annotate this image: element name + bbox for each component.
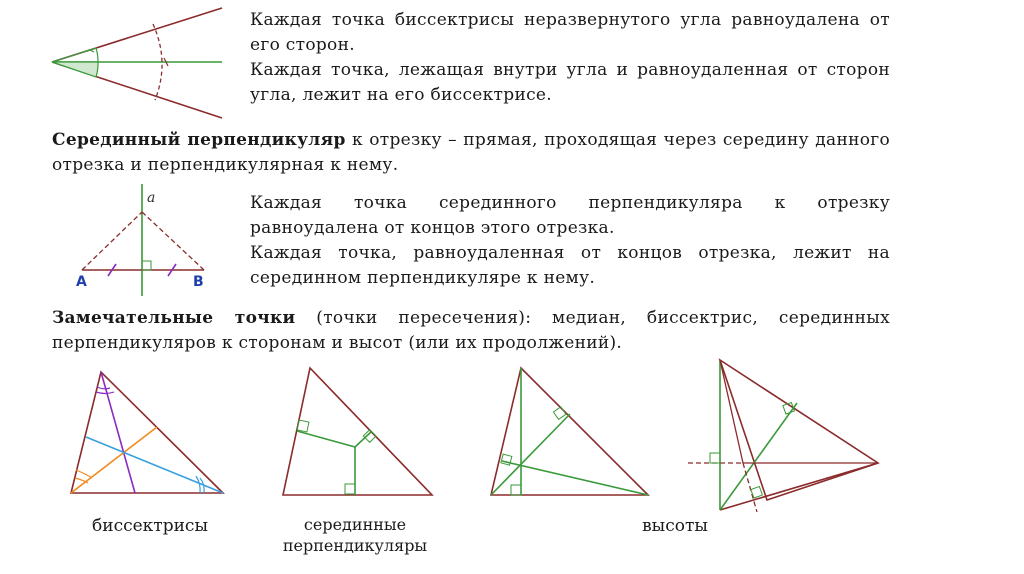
- perpendicular-bisector-figure: [82, 184, 204, 296]
- caption-perpendiculars-line2: перпендикуляры: [282, 536, 428, 555]
- caption-perpendiculars-line1: серединные: [303, 515, 407, 534]
- remarkable-points-text: [52, 306, 890, 356]
- caption-altitudes: высоты: [642, 516, 708, 536]
- term-remarkable-points: Замечательные точки: [52, 308, 296, 328]
- triangle-altitudes-acute-figure: [491, 368, 648, 495]
- caption-perpendiculars: [260, 514, 450, 556]
- definition-perpendicular-bisector: к отрезку – прямая, проходящая через середину данного отрезка и перпендикулярная к нему.: [52, 130, 890, 175]
- perpendicular-bisector-definition: [52, 128, 890, 178]
- triangle-bisectors-figure: [71, 372, 223, 493]
- caption-bisectors: биссектрисы: [92, 516, 208, 536]
- perpendicular-bisector-converse: Каждая точка, равноудаленная от концов отрезка, лежит на серединном перпендикуляре к нему.: [250, 243, 890, 288]
- angle-bisector-text: [250, 8, 890, 108]
- angle-bisector-figure: [52, 8, 222, 118]
- triangle-perpendicular-bisectors-figure: [283, 368, 432, 495]
- angle-bisector-converse: Каждая точка, лежащая внутри угла и равноудаленная от сторон угла, лежит на его биссектрисе.: [250, 60, 890, 105]
- definition-remarkable-points: (точки пересечения): медиан, биссектрис, серединных перпендикуляров к сторонам и высот (или их продолжений).: [52, 308, 890, 353]
- triangle-altitudes-obtuse-figure: [688, 360, 878, 512]
- term-perpendicular-bisector: Серединный перпендикуляр: [52, 130, 346, 150]
- point-label-A: A: [76, 274, 87, 290]
- angle-bisector-property: Каждая точка биссектрисы неразвернутого угла равноудалена от его сторон.: [250, 10, 890, 55]
- perpendicular-bisector-property: Каждая точка серединного перпендикуляра к отрезку равноудалена от концов этого отрезка.: [250, 193, 890, 238]
- point-label-a: a: [147, 190, 156, 206]
- point-label-B: B: [193, 274, 204, 290]
- perpendicular-bisector-text: [250, 191, 890, 291]
